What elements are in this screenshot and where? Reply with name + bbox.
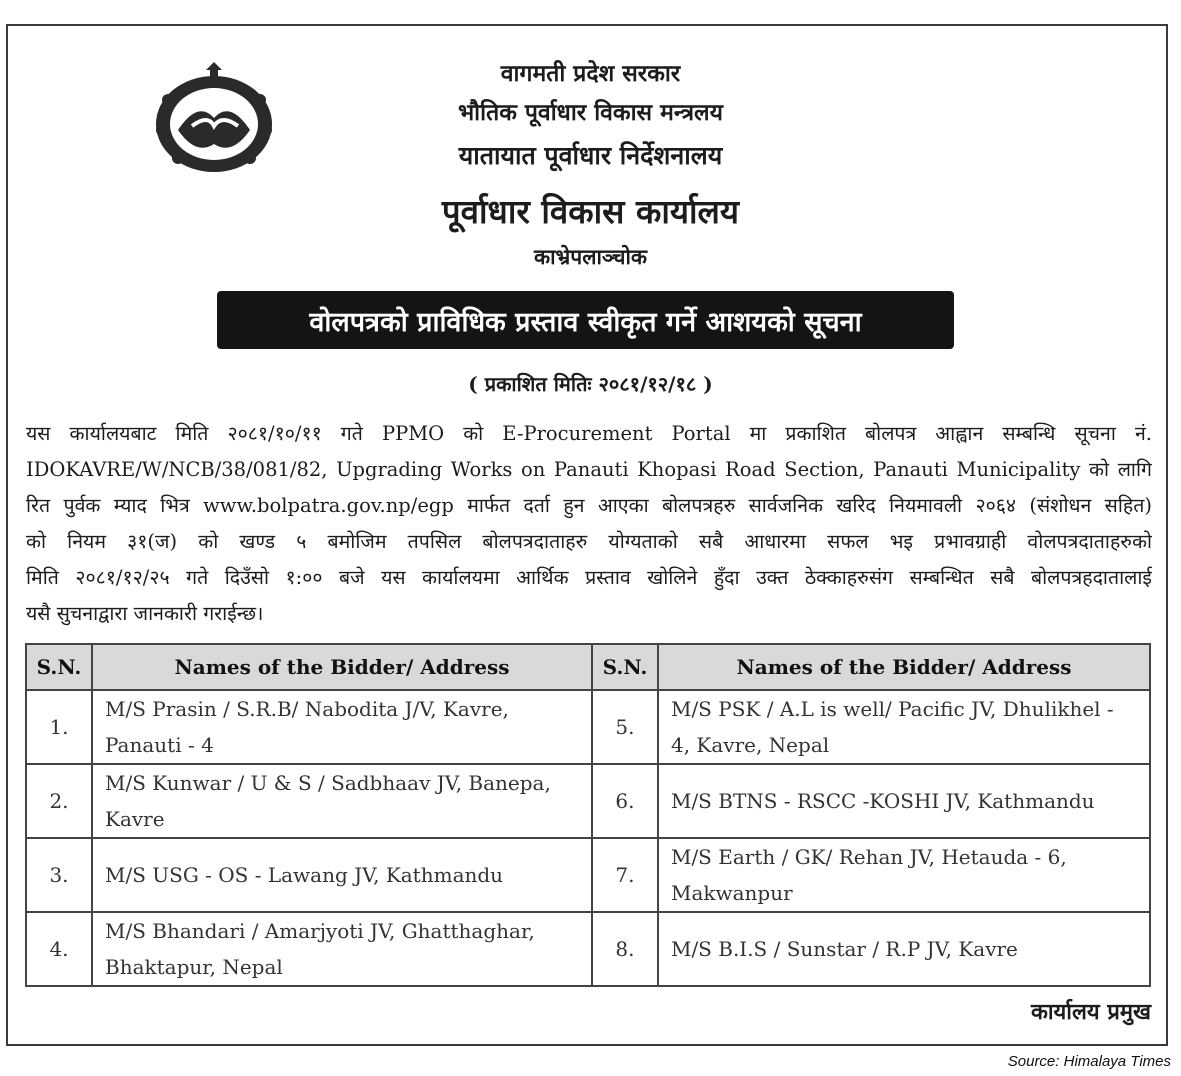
- sn-cell: 5.: [592, 690, 658, 764]
- source-credit: Source: Himalaya Times: [1007, 1053, 1171, 1070]
- notice-title: वोलपत्रको प्राविधिक प्रस्ताव स्वीकृत गर्ने आशयको सूचना: [309, 306, 862, 338]
- government-name: वागमती प्रदेश सरकार: [500, 60, 681, 87]
- bidder-cell: M/S PSK / A.L is well/ Pacific JV, Dhulikhel - 4, Kavre, Nepal: [658, 690, 1150, 764]
- bidder-cell: M/S Earth / GK/ Rehan JV, Hetauda - 6, Makwanpur: [658, 838, 1150, 912]
- notice-body-line: को नियम ३१(ज) को खण्ड ५ बमोजिम तपसिल बोलपत्रदाताहरु योग्यताको सबै आधारमा सफल भइ प्रभावग्राही वोलपत्रदाताहरुको: [26, 530, 1152, 553]
- sn-cell: 4.: [26, 912, 92, 986]
- published-date: ( प्रकाशित मितिः २०८१/१२/१८ ): [468, 372, 713, 396]
- table-row: [26, 690, 1150, 764]
- bidder-cell: M/S B.I.S / Sunstar / R.P JV, Kavre: [658, 912, 1150, 986]
- table-row: [26, 912, 1150, 986]
- sn-cell: 7.: [592, 838, 658, 912]
- bidder-cell: M/S Bhandari / Amarjyoti JV, Ghatthaghar, Bhaktapur, Nepal: [92, 912, 592, 986]
- bidder-cell: M/S USG - OS - Lawang JV, Kathmandu: [92, 838, 592, 912]
- sn-header-left: S.N.: [26, 644, 92, 690]
- bidder-header-right: Names of the Bidder/ Address: [658, 644, 1150, 690]
- sn-cell: 1.: [26, 690, 92, 764]
- bidders-table: [25, 643, 1151, 987]
- bidder-cell: M/S Prasin / S.R.B/ Nabodita J/V, Kavre, Panauti - 4: [92, 690, 592, 764]
- sn-cell: 6.: [592, 764, 658, 838]
- notice-title-banner: [217, 291, 954, 349]
- sn-header-right: S.N.: [592, 644, 658, 690]
- table-header-row: [26, 644, 1150, 690]
- notice-body-line: मिति २०८१/१२/२५ गते दिउँसो १:०० बजे यस कार्यालयमा आर्थिक प्रस्ताव खोलिने हुँदा उक्त ठेक्काहरुसंग सम्बन्धित सबै बोलपत्रहदातालाई: [26, 566, 1152, 589]
- notice-body-line: IDOKAVRE/W/NCB/38/081/82, Upgrading Works on Panauti Khopasi Road Section, Panauti Municipality को लागि: [26, 458, 1152, 481]
- ministry-name: भौतिक पूर्वाधार विकास मन्त्रलय: [458, 99, 723, 126]
- notice-body: [26, 416, 1152, 632]
- notice-body-line: रित पुर्वक म्याद भित्र www.bolpatra.gov.np/egp मार्फत दर्ता हुन आएका बोलपत्रहरु सार्वजनिक खरिद नियमावली २०६४ (संशोधन सहित): [26, 494, 1152, 517]
- office-location: काभ्रेपलाञ्चोक: [533, 244, 648, 269]
- table-row: [26, 764, 1150, 838]
- bidder-header-left: Names of the Bidder/ Address: [92, 644, 592, 690]
- bidder-cell: M/S Kunwar / U & S / Sadbhaav JV, Banepa, Kavre: [92, 764, 592, 838]
- signature-office-chief: कार्यालय प्रमुख: [1030, 999, 1151, 1025]
- table-row: [26, 838, 1150, 912]
- sn-cell: 3.: [26, 838, 92, 912]
- directorate-name: यातायात पूर्वाधार निर्देशनालय: [458, 141, 723, 170]
- bidder-cell: M/S BTNS - RSCC -KOSHI JV, Kathmandu: [658, 764, 1150, 838]
- notice-body-line: यस कार्यालयबाट मिति २०८१/१०/११ गते PPMO को E-Procurement Portal मा प्रकाशित बोलपत्र आह्वान सम्बन्धि सूचना नं.: [26, 422, 1152, 445]
- sn-cell: 2.: [26, 764, 92, 838]
- sn-cell: 8.: [592, 912, 658, 986]
- office-name: पूर्वाधार विकास कार्यालय: [441, 192, 740, 231]
- notice-body-line: यसै सुचनाद्वारा जानकारी गराईन्छ।: [26, 602, 264, 625]
